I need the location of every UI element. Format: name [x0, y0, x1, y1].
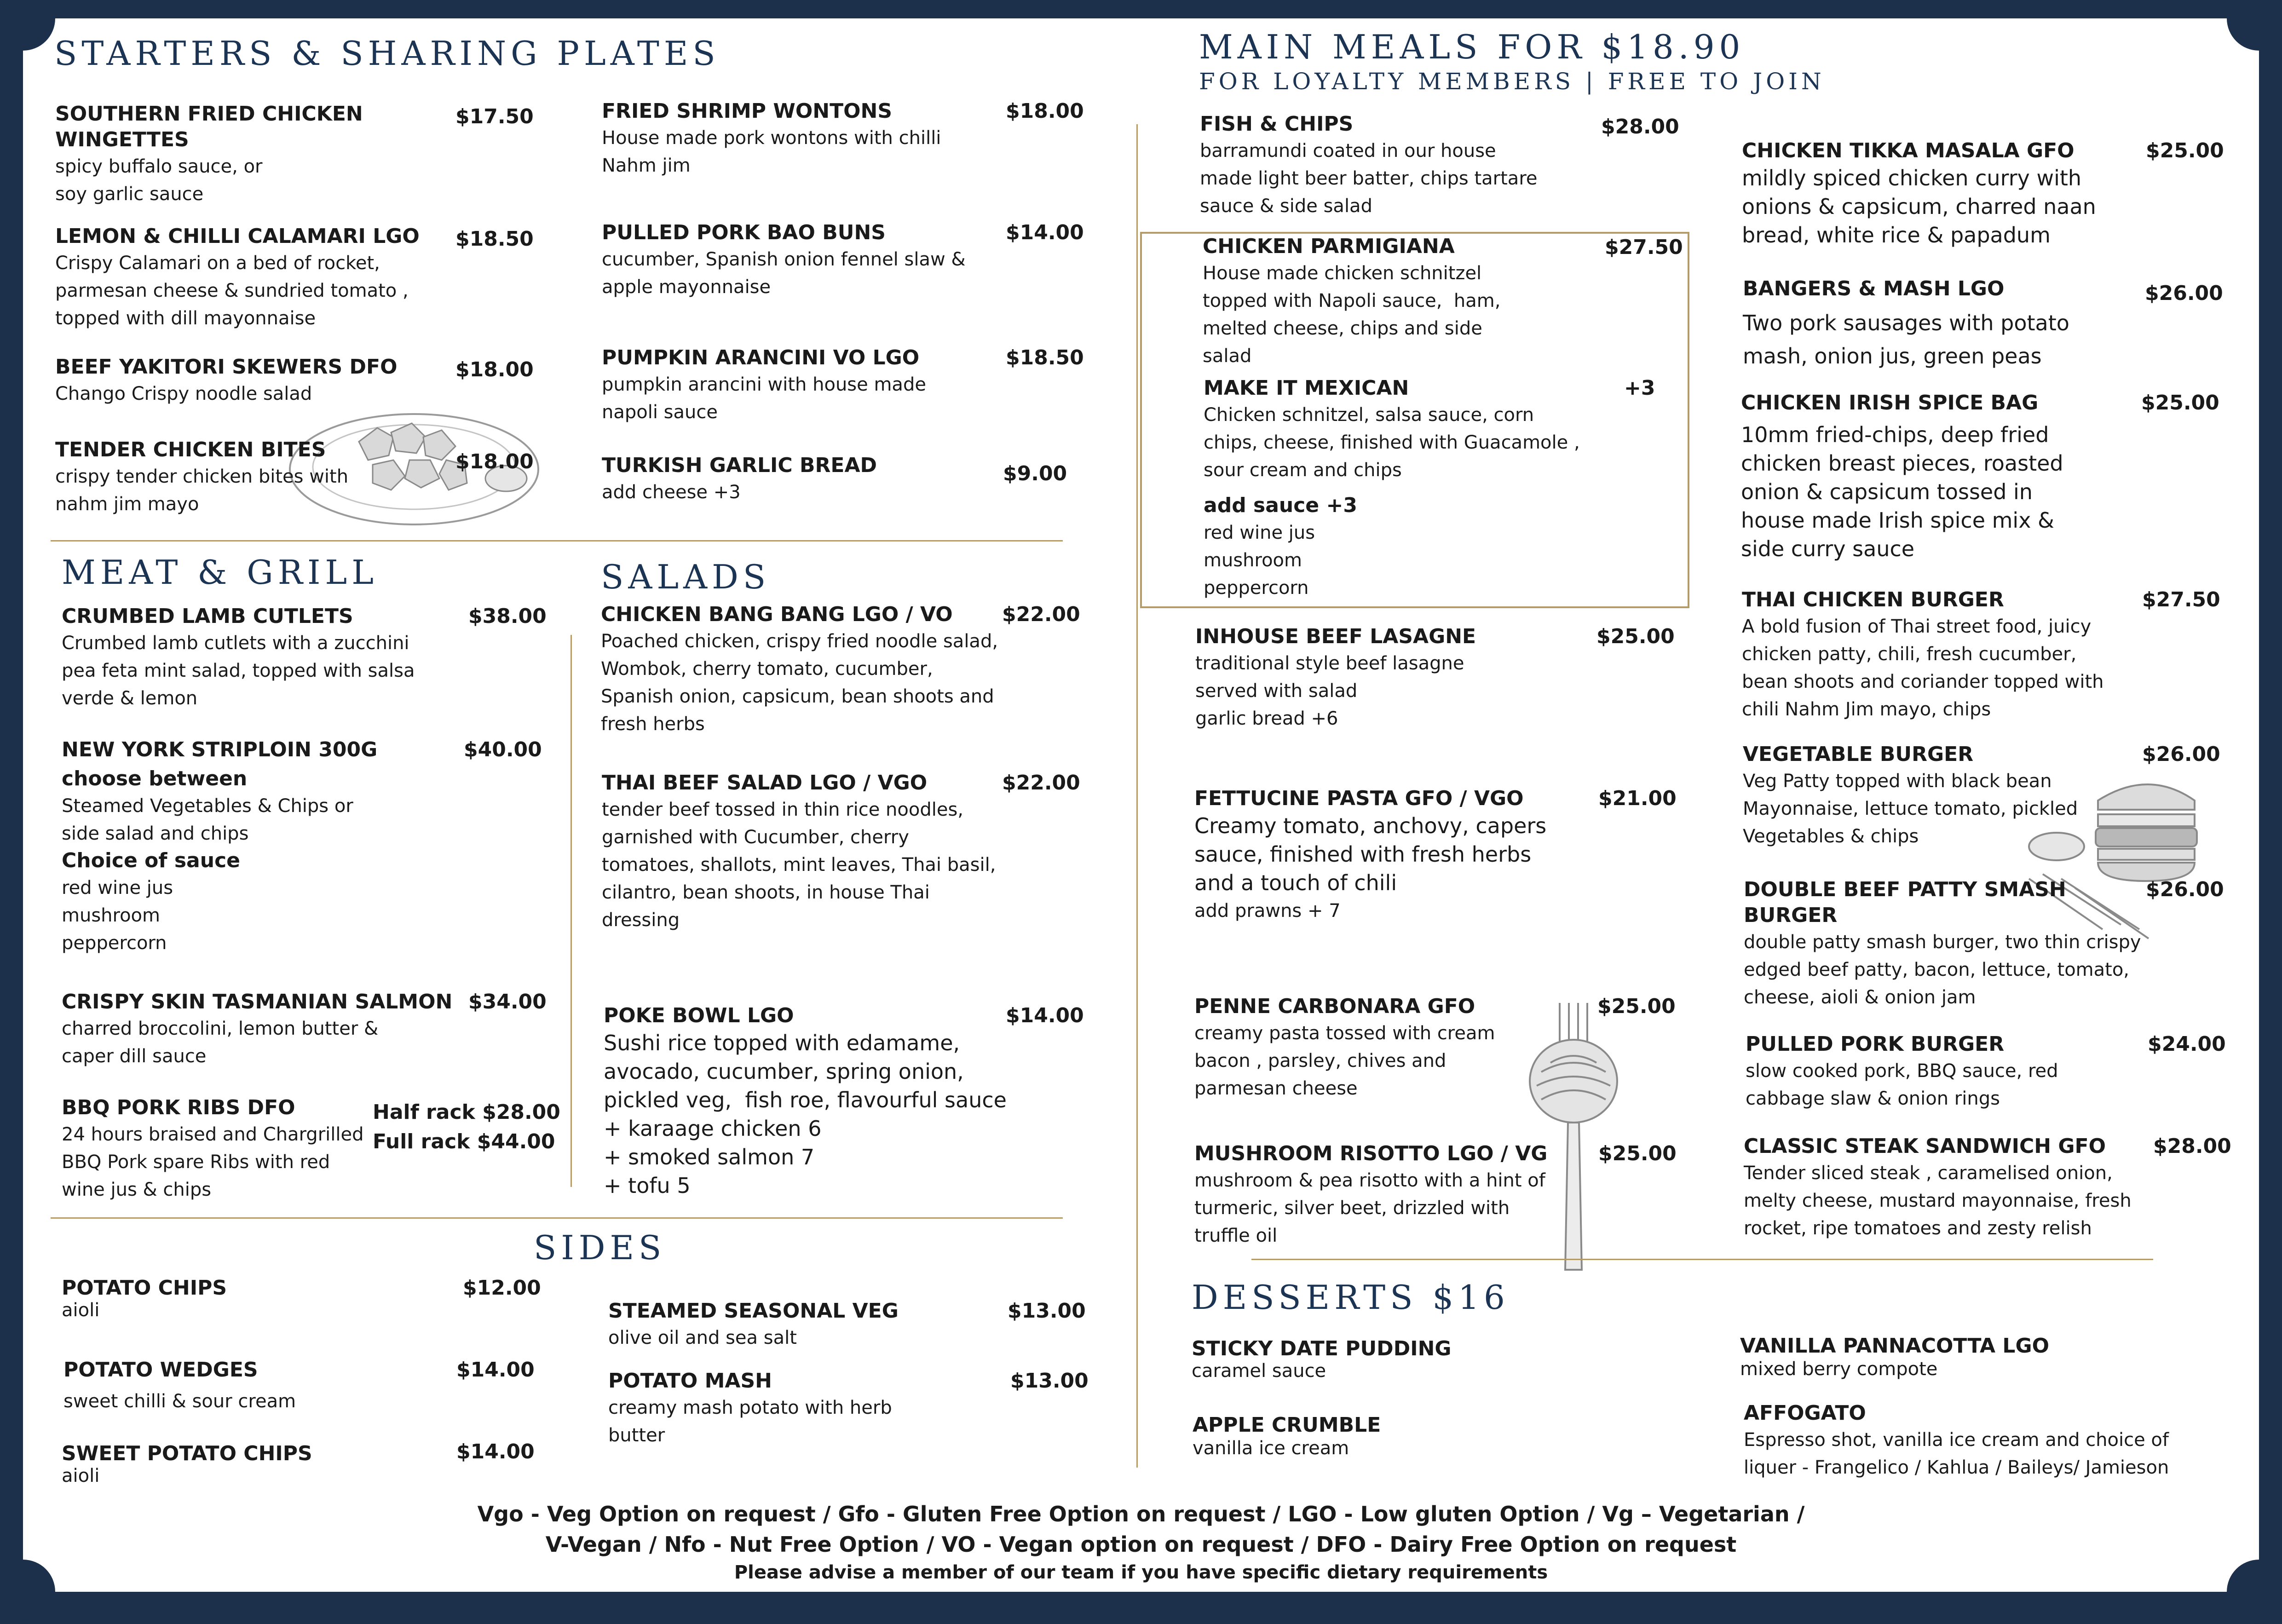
item-price: $9.00 — [1003, 462, 1067, 485]
item-description: sweet chilli & sour cream — [63, 1391, 296, 1412]
item-price: $26.00 — [2145, 282, 2223, 305]
menu-item — [1192, 1336, 1606, 1380]
item-price: $25.00 — [1596, 625, 1675, 648]
menu-item — [62, 1275, 476, 1319]
menu-item — [62, 1441, 476, 1485]
item-price: $26.00 — [2142, 743, 2220, 766]
item-name: CLASSIC STEAK SANDWICH GFO — [1744, 1134, 2106, 1158]
item-price: $13.00 — [1010, 1369, 1089, 1393]
menu-item — [62, 737, 522, 957]
item-name: MAKE IT MEXICAN — [1204, 376, 1409, 400]
item-description: Sushi rice topped with edamame, avocado, cucumber, spring onion, pickled veg, fish roe, flavourful sauce + karaage chicken 6 + smoked salmon 7 + tofu 5 — [604, 1031, 1007, 1198]
item-description: Tender sliced steak , caramelised onion, melty cheese, mustard mayonnaise, fresh rocket, ripe tomatoes and zesty relish — [1744, 1163, 2132, 1239]
item-description: mixed berry compote — [1740, 1359, 1938, 1380]
dietary-notice: Please advise a member of our team if you have specific dietary requirements — [734, 1562, 1548, 1583]
menu-item — [1743, 276, 2157, 373]
item-description: vanilla ice cream — [1193, 1438, 1349, 1459]
item-description: mushroom & pea risotto with a hint of turmeric, silver beet, drizzled with truffle oil — [1194, 1170, 1545, 1246]
item-description: 10mm fried-chips, deep fried chicken breast pieces, roasted onion & capsicum tossed in house made Irish spice mix & side curry sauce — [1741, 422, 2063, 561]
menu-item — [1193, 1412, 1607, 1458]
item-name: CRISPY SKIN TASMANIAN SALMON — [62, 990, 453, 1014]
item-description: Espresso shot, vanilla ice cream and choice of liquer - Frangelico / Kahlua / Baileys/ Jamieson — [1744, 1429, 2169, 1478]
item-price: +3 — [1624, 376, 1655, 400]
item-name: TURKISH GARLIC BREAD — [602, 454, 877, 477]
item-name: BANGERS & MASH LGO — [1743, 277, 2005, 300]
item-name: PULLED PORK BAO BUNS — [602, 221, 886, 244]
menu-item — [1200, 111, 1614, 220]
item-name: NEW YORK STRIPLOIN 300G — [62, 738, 378, 761]
item-price: $40.00 — [464, 738, 542, 761]
item-name: CHICKEN TIKKA MASALA GFO — [1742, 139, 2075, 162]
dietary-legend-line-1: Vgo - Veg Option on request / Gfo - Gluten Free Option on request / LGO - Low gluten Option / Vg – Vegetarian / — [477, 1502, 1805, 1526]
item-description: Chicken schnitzel, salsa sauce, corn chips, cheese, finished with Guacamole , sour cream and chips — [1204, 404, 1580, 481]
menu-item — [602, 345, 1016, 426]
item-description: Steamed Vegetables & Chips or side salad and chips — [62, 795, 353, 844]
item-price: $38.00 — [468, 605, 547, 628]
menu-item — [1746, 1031, 2160, 1112]
menu-item — [1740, 1333, 2200, 1379]
mains-subtitle: FOR LOYALTY MEMBERS | FREE TO JOIN — [1199, 68, 1825, 95]
menu-item — [1194, 786, 1654, 925]
page-divider — [1136, 124, 1138, 1468]
item-name: THAI CHICKEN BURGER — [1742, 588, 2004, 611]
item-description: creamy pasta tossed with cream bacon , parsley, chives and parmesan cheese — [1194, 1023, 1495, 1099]
item-price: $18.00 — [455, 358, 534, 381]
item-price: $26.00 — [2146, 878, 2224, 901]
mains-title: MAIN MEALS FOR $18.90 — [1199, 28, 1745, 66]
corner-decoration — [2227, 0, 2282, 51]
item-description: tender beef tossed in thin rice noodles, garnished with Cucumber, cherry tomatoes, shallots, mint leaves, Thai basil, cilantro, bean shoots, in house Thai dressing — [602, 799, 996, 931]
item-description: olive oil and sea salt — [608, 1327, 797, 1348]
item-price: $25.00 — [1597, 995, 1676, 1018]
desserts-title: DESSERTS $16 — [1192, 1278, 1510, 1317]
item-name: POTATO CHIPS — [62, 1276, 227, 1300]
item-description: cucumber, Spanish onion fennel slaw & apple mayonnaise — [602, 249, 966, 298]
menu-item — [602, 220, 1016, 301]
item-price: $17.50 — [455, 105, 534, 128]
item-description: add cheese +3 — [602, 482, 741, 503]
item-name: STEAMED SEASONAL VEG — [608, 1299, 899, 1323]
item-name: FETTUCINE PASTA GFO / VGO — [1194, 787, 1524, 810]
item-name: SWEET POTATO CHIPS — [62, 1442, 312, 1465]
sauce-heading: Choice of sauce — [62, 849, 240, 872]
menu-item — [1203, 234, 1617, 370]
item-name: VANILLA PANNACOTTA LGO — [1740, 1334, 2049, 1358]
sides-title: SIDES — [534, 1228, 666, 1267]
menu-item — [608, 1368, 1022, 1449]
item-description: Creamy tomato, anchovy, capers sauce, finished with fresh herbs and a touch of chili — [1194, 813, 1547, 895]
menu-item — [1194, 1141, 1654, 1250]
menu-item — [1195, 624, 1609, 732]
item-price: $14.00 — [456, 1358, 535, 1382]
item-name: PUMPKIN ARANCINI VO LGO — [602, 346, 920, 369]
menu-item — [1204, 375, 1664, 484]
item-price-half: Half rack $28.00 — [373, 1100, 560, 1124]
item-name: CHICKEN IRISH SPICE BAG — [1741, 391, 2039, 415]
menu-item — [55, 437, 451, 518]
item-name: MUSHROOM RISOTTO LGO / VG — [1194, 1142, 1548, 1165]
column-divider — [570, 635, 572, 1187]
menu-item — [62, 989, 522, 1070]
item-description: aioli — [62, 1465, 100, 1486]
menu-item — [1744, 1400, 2250, 1481]
menu-item — [1742, 587, 2156, 723]
item-name: FISH & CHIPS — [1200, 112, 1354, 136]
item-name: INHOUSE BEEF LASAGNE — [1195, 625, 1476, 648]
add-sauce-heading: add sauce +3 — [1204, 494, 1357, 517]
item-name: SOUTHERN FRIED CHICKEN WINGETTES — [55, 102, 370, 151]
item-name: LEMON & CHILLI CALAMARI LGO — [55, 225, 420, 248]
item-price: $25.00 — [2146, 139, 2224, 162]
item-price: $21.00 — [1598, 787, 1677, 810]
item-price: $27.50 — [1605, 236, 1683, 259]
item-description: double patty smash burger, two thin crispy edged beef patty, bacon, lettuce, tomato, cheese, aioli & onion jam — [1744, 932, 2141, 1008]
item-name: STICKY DATE PUDDING — [1192, 1337, 1452, 1360]
item-price: $24.00 — [2148, 1032, 2226, 1056]
salads-title: SALADS — [601, 558, 771, 596]
item-name: CRUMBED LAMB CUTLETS — [62, 605, 353, 628]
item-description: Chango Crispy noodle salad — [55, 383, 312, 404]
menu-item — [62, 604, 522, 712]
menu-item — [55, 101, 451, 208]
item-price: $18.00 — [1006, 99, 1084, 123]
item-name: VEGETABLE BURGER — [1743, 743, 1974, 766]
item-description: aioli — [62, 1300, 100, 1321]
menu-item — [604, 1003, 1110, 1200]
menu-item — [1742, 138, 2156, 249]
item-description: pumpkin arancini with house made napoli sauce — [602, 374, 926, 423]
item-description: barramundi coated in our house made light beer batter, chips tartare sauce & side salad — [1200, 140, 1538, 217]
item-price: $28.00 — [2153, 1134, 2231, 1158]
menu-item — [602, 453, 1016, 506]
item-name: POTATO MASH — [608, 1369, 772, 1393]
corner-decoration — [0, 0, 55, 51]
menu-item — [1743, 742, 2157, 850]
menu-page — [23, 18, 2259, 1592]
item-name: AFFOGATO — [1744, 1401, 1866, 1425]
item-price: $12.00 — [463, 1276, 541, 1300]
meat-grill-title: MEAT & GRILL — [62, 553, 379, 592]
dietary-legend-line-2: V-Vegan / Nfo - Nut Free Option / VO - Vegan option on request / DFO - Dairy Free Option on request — [545, 1532, 1737, 1557]
item-name: CHICKEN PARMIGIANA — [1203, 235, 1455, 258]
sauce-options: red wine jus mushroom peppercorn — [62, 877, 173, 954]
sauce-option-block — [1204, 492, 1618, 602]
item-name: BBQ PORK RIBS DFO — [62, 1096, 295, 1119]
item-price: $18.50 — [455, 227, 534, 251]
item-price: $25.00 — [1598, 1142, 1677, 1165]
menu-item — [602, 98, 1016, 179]
item-price: $34.00 — [468, 990, 547, 1014]
item-price-full: Full rack $44.00 — [373, 1130, 555, 1153]
sauce-options: red wine jus mushroom peppercorn — [1204, 522, 1315, 599]
item-name: TENDER CHICKEN BITES — [55, 438, 326, 461]
menu-item — [608, 1298, 1022, 1352]
item-name: DOUBLE BEEF PATTY SMASH BURGER — [1744, 878, 2066, 927]
item-name: PENNE CARBONARA GFO — [1194, 995, 1475, 1018]
item-price: $13.00 — [1008, 1299, 1086, 1323]
item-name: BEEF YAKITORI SKEWERS DFO — [55, 355, 398, 379]
item-price: $18.50 — [1006, 346, 1084, 369]
item-name: POKE BOWL LGO — [604, 1004, 794, 1027]
item-description: Crispy Calamari on a bed of rocket, parmesan cheese & sundried tomato , topped with dill mayonnaise — [55, 253, 409, 329]
item-price: $22.00 — [1002, 771, 1080, 795]
item-description: caramel sauce — [1192, 1360, 1326, 1382]
item-description: Two pork sausages with potato mash, onion jus, green peas — [1743, 311, 2069, 369]
item-description: charred broccolini, lemon butter & caper dill sauce — [62, 1018, 379, 1067]
section-divider — [51, 540, 1063, 541]
item-description: Veg Patty topped with black bean Mayonnaise, lettuce tomato, pickled Vegetables & chips — [1743, 771, 2078, 847]
item-price: $28.00 — [1601, 115, 1679, 138]
menu-item — [1741, 390, 2155, 563]
item-name: PULLED PORK BURGER — [1746, 1032, 2005, 1056]
item-description: creamy mash potato with herb butter — [608, 1397, 892, 1446]
choose-heading: choose between — [62, 767, 248, 790]
item-name: THAI BEEF SALAD LGO / VGO — [602, 771, 928, 795]
item-description: mildly spiced chicken curry with onions & capsicum, charred naan bread, white rice & papadum — [1742, 166, 2096, 248]
item-price: $18.00 — [455, 450, 534, 473]
item-description: traditional style beef lasagne served with salad garlic bread +6 — [1195, 653, 1464, 729]
item-extra: add prawns + 7 — [1194, 900, 1341, 921]
item-name: APPLE CRUMBLE — [1193, 1413, 1381, 1437]
item-name: POTATO WEDGES — [63, 1358, 258, 1382]
item-description: House made pork wontons with chilli Nahm jim — [602, 127, 941, 176]
item-description: House made chicken schnitzel topped with Napoli sauce, ham, melted cheese, chips and side salad — [1203, 263, 1501, 367]
item-name: FRIED SHRIMP WONTONS — [602, 99, 893, 123]
item-description: 24 hours braised and Chargrilled BBQ Pork spare Ribs with red wine jus & chips — [62, 1124, 364, 1200]
menu-item — [1744, 1134, 2158, 1242]
item-price: $25.00 — [2141, 391, 2219, 415]
starters-title: STARTERS & SHARING PLATES — [54, 34, 720, 73]
menu-item — [1194, 994, 1608, 1102]
item-name: CHICKEN BANG BANG LGO / VO — [601, 603, 953, 626]
item-description: crispy tender chicken bites with nahm jim mayo — [55, 466, 349, 515]
menu-item — [1744, 877, 2158, 1011]
menu-item — [55, 224, 469, 332]
item-price: $27.50 — [2142, 588, 2220, 611]
item-price: $14.00 — [1006, 1004, 1084, 1027]
item-description: spicy buffalo sauce, or soy garlic sauce — [55, 156, 263, 205]
item-description: Crumbed lamb cutlets with a zucchini pea feta mint salad, topped with salsa verde & lemon — [62, 633, 415, 709]
item-price: $14.00 — [456, 1440, 535, 1463]
item-description: slow cooked pork, BBQ sauce, red cabbage slaw & onion rings — [1746, 1060, 2058, 1109]
section-divider — [51, 1217, 1063, 1219]
menu-item — [63, 1357, 478, 1415]
item-price: $22.00 — [1002, 603, 1080, 626]
item-price: $14.00 — [1006, 221, 1084, 244]
item-description: Poached chicken, crispy fried noodle salad, Wombok, cherry tomato, cucumber, Spanish onion, capsicum, bean shoots and fresh herbs — [601, 631, 998, 735]
section-divider — [1251, 1259, 2153, 1260]
item-description: A bold fusion of Thai street food, juicy chicken patty, chili, fresh cucumber, bean shoots and coriander topped with chili Nahm Jim mayo, chips — [1742, 616, 2104, 720]
